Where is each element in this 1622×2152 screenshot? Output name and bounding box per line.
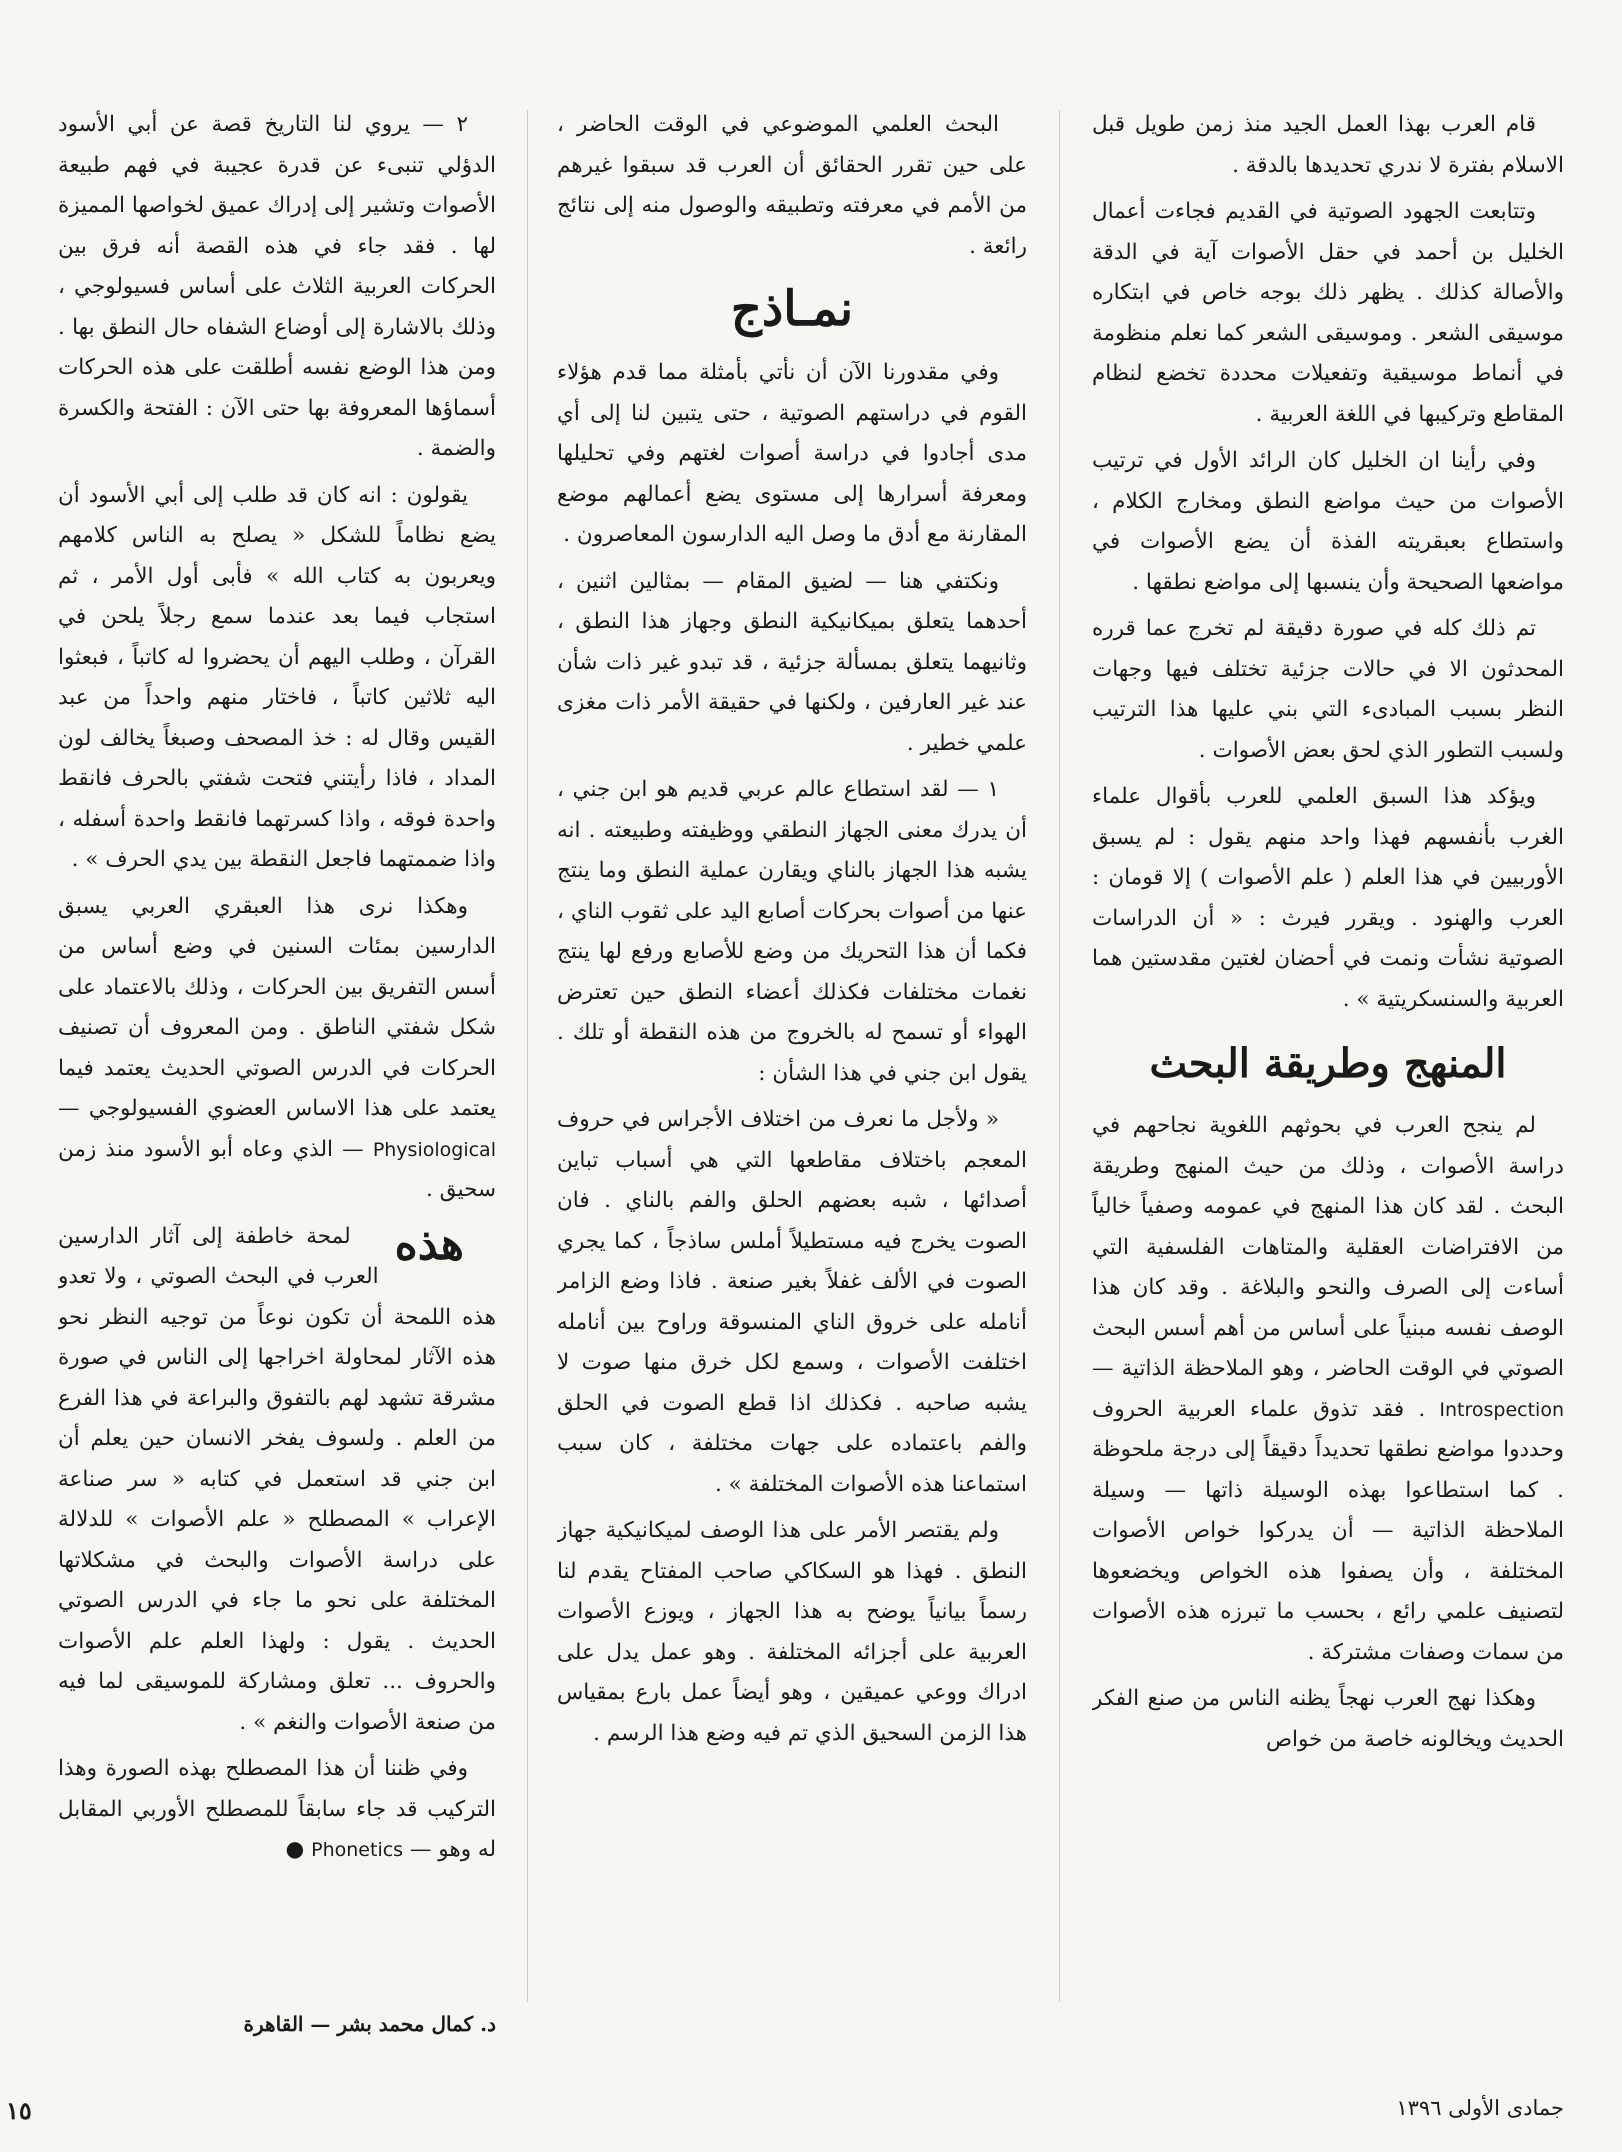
- latin-term: Physiological: [372, 1138, 496, 1161]
- paragraph-text: . فقد تذوق علماء العربية الحروف وحددوا مواضع نطقها تحديداً دقيقاً إلى درجة ملحوظة . كما استطاعوا بهذه الوسيلة ذاتها — وسيلة الملاحظة الذاتية — أن يدركوا خواص الأصوات المختلفة ، وأن يصفوا هذه الخواص ويخضعوها لتصنيف علمي رائع ، بحسب ما تبرزه هذه الأصوات من سمات وصفات مشتركة .: [1092, 1396, 1564, 1665]
- paragraph: [58, 887, 496, 1211]
- paragraph: [1092, 1106, 1564, 1673]
- paragraph: ويؤكد هذا السبق العلمي للعرب بأقوال علماء الغرب بأنفسهم فهذا واحد منهم يقول : لم يسبق الأوربيين في هذا العلم ( علم الأصوات ) إلا قومان : العرب والهنود . ويقرر فيرث : « أن الدراسات الصوتية نشأت ونمت في أحضان لغتين مقدستين هما العربية والسنسكريتية » .: [1092, 784, 1564, 1012]
- left-column: [58, 105, 496, 2065]
- quotation: « ولأجل ما نعرف من اختلاف الأجراس في حروف المعجم باختلاف مقاطعها التي هي أسباب تباين أصدائها ، شبه بعضهم الحلق والفم بالناي . فان الصوت يخرج فيه مستطيلاً أملس ساذجاً ، كما يجري الصوت في الألف غفلاً بغير صنعة . فاذا وضع الزامر أنامله على خروق الناي المنسوقة وراوح بين أنامله اختلفت الأصوات ، وسمع لكل خرق منها صوت لا يشبه صاحبه . فكذلك اذا قطع الصوت في الحلق والفم باعتماده على جهات مختلفة ، كان سبب استماعنا هذه الأصوات المختلفة » .: [557, 1107, 1027, 1497]
- middle-column: [557, 105, 1027, 2065]
- paragraph-text: وفي ظننا أن هذا المصطلح بهذه الصورة وهذا التركيب قد جاء سابقاً للمصطلح الأوربي المقابل له وهو —: [58, 1756, 496, 1862]
- paragraph: يقولون : انه كان قد طلب إلى أبي الأسود أن يضع نظاماً للشكل « يصلح به الناس كلامهم ويعربون به كتاب الله » فأبى أول الأمر ، ثم استجاب فيما بعد عندما سمع رجلاً يلحن في القرآن ، وطلب اليهم أن يحضروا له كاتباً ، فبعثوا اليه ثلاثين كاتباً ، فاختار منهم واحداً من عبد القيس وقال له : خذ المصحف وصبغاً يخالف لون المداد ، فاذا رأيتني فتحت شفتي بالحرف فانقط واحدة فوقه ، واذا كسرتهما فانقط واحدة أسفله ، واذا ضممتهما فاجعل النقطة بين يدي الحرف » .: [58, 482, 496, 872]
- paragraph: تم ذلك كله في صورة دقيقة لم تخرج عما قرره المحدثون الا في حالات جزئية تختلف فيها وجهات النظر بسبب المبادىء التي بني عليها هذا الترتيب ولسبب التطور الذي لحق بعض الأصوات .: [1092, 616, 1564, 763]
- paragraph: ١ — لقد استطاع عالم عربي قديم هو ابن جني ، أن يدرك معنى الجهاز النطقي ووظيفته وطبيعته . انه يشبه هذا الجهاز بالناي ويقارن عملية النطق وما ينتج عنها من أصوات بحركات أصابع اليد على ثقوب الناي ، فكما أن هذا التحريك من وضع للأصابع ورفع لها ينتج نغمات مختلفات فكذلك أعضاء النطق حين تعترض الهواء أو تسمح له بالخروج من هذه النقطة أو تلك . يقول ابن جني في هذا الشأن :: [557, 777, 1027, 1086]
- paragraph: ونكتفي هنا — لضيق المقام — بمثالين اثنين ، أحدهما يتعلق بميكانيكية النطق وجهاز هذا النطق ، وثانيهما يتعلق بمسألة جزئية ، قد تبدو غير ذات شأن عند غير العارفين ، ولكنها في حقيقة الأمر ذات مغزى علمي خطير .: [557, 568, 1027, 756]
- latin-term: Introspection: [1439, 1398, 1564, 1421]
- column-divider: [1059, 110, 1060, 2002]
- paragraph: [58, 1749, 496, 1871]
- paragraph: وتتابعت الجهود الصوتية في القديم فجاءت أعمال الخليل بن أحمد في حقل الأصوات آية في الدقة والأصالة كذلك . يظهر ذلك بوجه خاص في ابتكاره موسيقى الشعر . وموسيقى الشعر كما نعلم منظومة في أنماط موسيقية وتفعيلات محددة تخضع لنظام المقاطع وتركيبها في اللغة العربية .: [1092, 199, 1564, 427]
- paragraph: [58, 1217, 496, 1744]
- right-column: [1092, 105, 1564, 2065]
- paragraph: وفي مقدورنا الآن أن نأتي بأمثلة مما قدم هؤلاء القوم في دراستهم الصوتية ، حتى يتبين لنا إلى أي مدى أجادوا في دراسة أصوات لغتهم وفي تحليلها ومعرفة أسرارها إلى مستوى يضع أعمالهم موضع المقارنة مع أدق ما وصل اليه الدارسون المعاصرون .: [557, 360, 1027, 547]
- paragraph: وهكذا نهج العرب نهجاً يظنه الناس من صنع الفكر الحديث ويخالونه خاصة من خواص: [1092, 1686, 1564, 1752]
- section-heading-method: المنهج وطريقة البحث: [1149, 1040, 1507, 1087]
- paragraph-text: لم ينجح العرب في بحوثهم اللغوية نجاحهم في دراسة الأصوات ، وذلك من حيث المنهج وطريقة البحث . لقد كان هذا المنهج في عمومه وصفياً خالياً من الافتراضات العقلية والمتاهات الفلسفية التي أساءت إلى الصرف والنحو والبلاغة . وقد كان هذا الوصف نفسه مبنياً على أساس من أهم أسس البحث الصوتي في الوقت الحاضر ، وهو الملاحظة الذاتية —: [1092, 1113, 1564, 1381]
- paragraph: البحث العلمي الموضوعي في الوقت الحاضر ، على حين تقرر الحقائق أن العرب قد سبقوا غيرهم من الأمم في معرفته وتطبيقه والوصول منه إلى نتائج رائعة .: [557, 112, 1027, 259]
- paragraph: قام العرب بهذا العمل الجيد منذ زمن طويل قبل الاسلام بفترة لا ندري تحديدها بالدقة .: [1092, 112, 1564, 178]
- paragraph: وفي رأينا ان الخليل كان الرائد الأول في ترتيب الأصوات من حيث مواضع النطق ومخارج الكلام ، واستطاع بعبقريته الفذة أن يضع الأصوات في مواضعها الصحيحة وأن ينسبها إلى مواضع نطقها .: [1092, 448, 1564, 595]
- page-number: ١٥: [6, 2096, 32, 2125]
- section-heading-examples: نمـاذج: [730, 281, 854, 337]
- paragraph-text: وهكذا نرى هذا العبقري العربي يسبق الدارسين بمئات السنين في وضع أساس من أسس التفريق بين الحركات ، وذلك بالاعتماد على شكل شفتي الناطق . ومن المعروف أن تصنيف الحركات في الدرس الصوتي الحديث يعتمد فيما يعتمد على هذا الاساس العضوي الفسيولوجي —: [58, 893, 496, 1121]
- paragraph: ولم يقتصر الأمر على هذا الوصف لميكانيكية جهاز النطق . فهذا هو السكاكي صاحب المفتاح يقدم لنا رسماً بيانياً يوضح به هذا الجهاز ، ويوزع الأصوات العربية على أجزائه المختلفة . وهو عمل يدل على ادراك ووعي عميقين ، وهو أيضاً عمل بارع بمقياس هذا الزمن السحيق الذي تم فيه وضع هذا الرسم .: [557, 1518, 1027, 1746]
- latin-term: Phonetics: [311, 1839, 404, 1861]
- paragraph-text: لمحة خاطفة إلى آثار الدارسين العرب في البحث الصوتي ، ولا تعدو هذه اللمحة أن تكون نوعاً من توجيه النظر نحو هذه الآثار لمحاولة اخراجها إلى الناس في صورة مشرقة تشهد لهم بالتفوق والبراعة في هذا الفرع من العلم . ولسوف يفخر الانسان حين يعلم أن ابن جني قد استعمل في كتابه « سر صناعة الإعراب » المصطلح « علم الأصوات » للدلالة على دراسة الأصوات والبحث في مشكلاتها المختلفة على نحو ما جاء في الدرس الصوتي الحديث . يقول : ولهذا العلم علم الأصوات والحروف ... تعلق ومشاركة للموسيقى لما فيه من صنعة الأصوات والنغم » .: [58, 1223, 496, 1735]
- author-byline: د. كمال محمد بشر — القاهرة: [243, 2012, 496, 2036]
- decorative-lead-word: هذه: [394, 1218, 464, 1270]
- issue-date: جمادى الأولى ١٣٩٦: [1396, 2096, 1564, 2120]
- paragraph: ٢ — يروي لنا التاريخ قصة عن أبي الأسود الدؤلي تنبىء عن قدرة عجيبة في فهم طبيعة الأصوات وتشير إلى إدراك عميق لخواصها المميزة لها . فقد جاء في هذه القصة أنه فرق بين الحركات العربية الثلاث على أساس فسيولوجي ، وذلك بالاشارة إلى أوضاع الشفاه حال النطق بها . ومن هذا الوضع نفسه أطلقت على هذه الحركات أسماؤها المعروفة بها حتى الآن : الفتحة والكسرة والضمة .: [58, 112, 496, 461]
- column-divider: [527, 110, 528, 2002]
- bullet: ●: [285, 1837, 305, 1862]
- paragraph-text: — الذي وعاه أبو الأسود منذ زمن سحيق .: [58, 1136, 496, 1202]
